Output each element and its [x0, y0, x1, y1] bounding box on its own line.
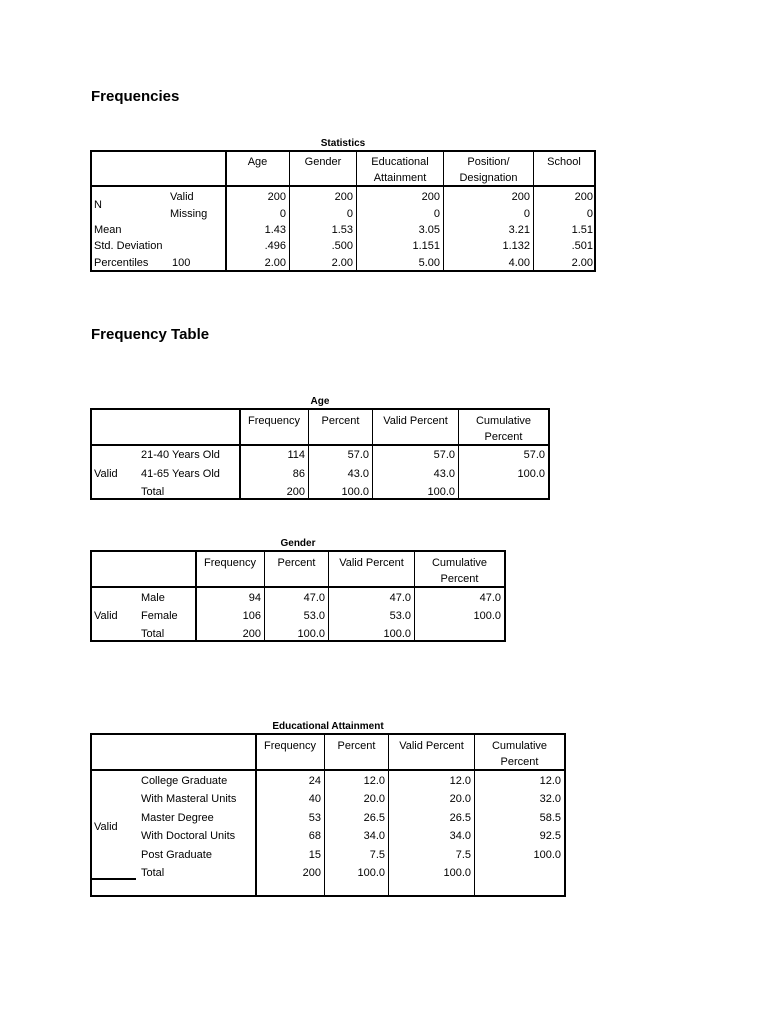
age-cell: 114 [287, 449, 305, 461]
stat-row-valid: Valid [170, 191, 194, 203]
stat-cell: 0 [523, 208, 530, 220]
education-cell: 7.5 [369, 849, 385, 861]
education-cell: 100.0 [443, 867, 471, 879]
stat-cell: 200 [574, 191, 593, 203]
stat-cell: 2.00 [264, 257, 286, 269]
education-col-cumulative-line2: Percent [500, 756, 539, 768]
stat-cell: .496 [264, 240, 286, 252]
education-cell: 34.0 [363, 830, 385, 842]
education-row-label: Post Graduate [141, 849, 212, 861]
stat-cell: 200 [267, 191, 286, 203]
stat-cell: 0 [346, 208, 353, 220]
education-cell: 100.0 [533, 849, 561, 861]
stat-cell: 3.05 [418, 224, 440, 236]
stat-col-educational-line1: Educational [371, 156, 429, 168]
education-cell: 32.0 [539, 793, 561, 805]
gender-cell: 200 [242, 628, 261, 640]
gender-valid-label: Valid [94, 610, 118, 622]
gender-row-label: Female [141, 610, 178, 622]
education-row-label: Total [141, 867, 165, 879]
stat-row-missing: Missing [170, 208, 208, 220]
education-cell: 53 [308, 812, 321, 824]
gender-col-frequency: Frequency [204, 557, 256, 569]
education-cell: 15 [308, 849, 321, 861]
education-cell: 200 [302, 867, 321, 879]
gender-cell: 47.0 [303, 592, 325, 604]
frequency-table-heading: Frequency Table [91, 326, 210, 343]
education-col-frequency: Frequency [264, 740, 316, 752]
age-cell: 100.0 [427, 486, 455, 498]
stat-row-percentiles: Percentiles [94, 257, 149, 269]
gender-cell: 100.0 [383, 628, 411, 640]
gender-col-valid-percent: Valid Percent [339, 557, 404, 569]
education-cell: 20.0 [363, 793, 385, 805]
gender-cell: 100.0 [297, 628, 325, 640]
stat-cell: 1.53 [331, 224, 353, 236]
age-cell: 86 [292, 468, 305, 480]
education-cell: 100.0 [357, 867, 385, 879]
stat-cell: 3.21 [508, 224, 530, 236]
stat-col-position-line2: Designation [459, 172, 518, 184]
stat-cell: .501 [571, 240, 593, 252]
stat-cell: 1.51 [571, 224, 593, 236]
education-cell: 7.5 [455, 849, 471, 861]
education-row-label: With Masteral Units [141, 793, 237, 805]
education-row-label: Master Degree [141, 812, 214, 824]
age-row-label: 21-40 Years Old [141, 449, 220, 461]
stat-cell: 200 [421, 191, 440, 203]
age-col-percent: Percent [321, 415, 360, 427]
gender-cell: 94 [248, 592, 261, 604]
stat-row-std: Std. Deviation [94, 240, 163, 252]
education-cell: 26.5 [363, 812, 385, 824]
education-cell: 34.0 [449, 830, 471, 842]
education-cell: 40 [308, 793, 321, 805]
education-cell: 12.0 [539, 775, 561, 787]
education-cell: 58.5 [539, 812, 561, 824]
stat-col-educational-line2: Attainment [373, 172, 427, 184]
stat-row-n: N [94, 199, 102, 211]
education-cell: 68 [308, 830, 321, 842]
age-col-cumulative-line1: Cumulative [475, 415, 532, 427]
stat-cell: 1.132 [502, 240, 530, 252]
gender-cell: 47.0 [479, 592, 501, 604]
stat-cell: .500 [331, 240, 353, 252]
stat-cell: 0 [279, 208, 286, 220]
age-cell: 43.0 [433, 468, 455, 480]
stat-col-age: Age [247, 156, 268, 168]
education-col-valid-percent: Valid Percent [399, 740, 464, 752]
gender-col-percent: Percent [277, 557, 316, 569]
education-col-percent: Percent [337, 740, 376, 752]
age-row-label: 41-65 Years Old [141, 468, 220, 480]
stat-col-gender: Gender [304, 156, 342, 168]
gender-cell: 106 [242, 610, 261, 622]
age-valid-label: Valid [94, 468, 118, 480]
gender-col-cumulative-line2: Percent [440, 573, 479, 585]
gender-cell: 100.0 [473, 610, 501, 622]
gender-table [90, 550, 506, 642]
education-cell: 26.5 [449, 812, 471, 824]
education-table [90, 733, 566, 897]
age-cell: 57.0 [347, 449, 369, 461]
gender-caption: Gender [280, 538, 316, 549]
education-cell: 12.0 [363, 775, 385, 787]
stat-cell: 5.00 [418, 257, 440, 269]
education-col-cumulative-line1: Cumulative [491, 740, 548, 752]
age-row-label: Total [141, 486, 165, 498]
stat-cell: 2.00 [331, 257, 353, 269]
education-cell: 12.0 [449, 775, 471, 787]
stat-cell: 0 [433, 208, 440, 220]
education-valid-label: Valid [94, 821, 118, 833]
stat-row-percentile-value: 100 [172, 257, 191, 269]
stat-cell: 1.151 [412, 240, 440, 252]
stat-col-school: School [547, 156, 581, 168]
stat-cell: 0 [586, 208, 593, 220]
age-col-cumulative-line2: Percent [484, 431, 523, 443]
frequencies-heading: Frequencies [91, 88, 180, 105]
gender-row-label: Total [141, 628, 165, 640]
stat-cell: 2.00 [571, 257, 593, 269]
stat-cell: 4.00 [508, 257, 530, 269]
gender-row-label: Male [141, 592, 165, 604]
age-cell: 57.0 [523, 449, 545, 461]
age-col-frequency: Frequency [248, 415, 300, 427]
education-cell: 24 [308, 775, 321, 787]
age-cell: 57.0 [433, 449, 455, 461]
age-cell: 100.0 [517, 468, 545, 480]
stat-row-mean: Mean [94, 224, 122, 236]
education-cell: 20.0 [449, 793, 471, 805]
education-row-label: College Graduate [141, 775, 228, 787]
age-caption: Age [310, 396, 330, 407]
gender-col-cumulative-line1: Cumulative [431, 557, 488, 569]
gender-cell: 53.0 [389, 610, 411, 622]
gender-cell: 53.0 [303, 610, 325, 622]
stat-cell: 200 [334, 191, 353, 203]
gender-cell: 47.0 [389, 592, 411, 604]
age-cell: 43.0 [347, 468, 369, 480]
statistics-table [90, 150, 596, 272]
age-cell: 100.0 [341, 486, 369, 498]
age-table [90, 408, 550, 500]
education-cell: 92.5 [539, 830, 561, 842]
statistics-caption: Statistics [320, 138, 366, 149]
education-caption: Educational Attainment [272, 721, 384, 732]
stat-col-position-line1: Position/ [467, 156, 510, 168]
education-row-label: With Doctoral Units [141, 830, 236, 842]
age-col-valid-percent: Valid Percent [383, 415, 448, 427]
age-cell: 200 [286, 486, 305, 498]
stat-cell: 200 [511, 191, 530, 203]
stat-cell: 1.43 [264, 224, 286, 236]
